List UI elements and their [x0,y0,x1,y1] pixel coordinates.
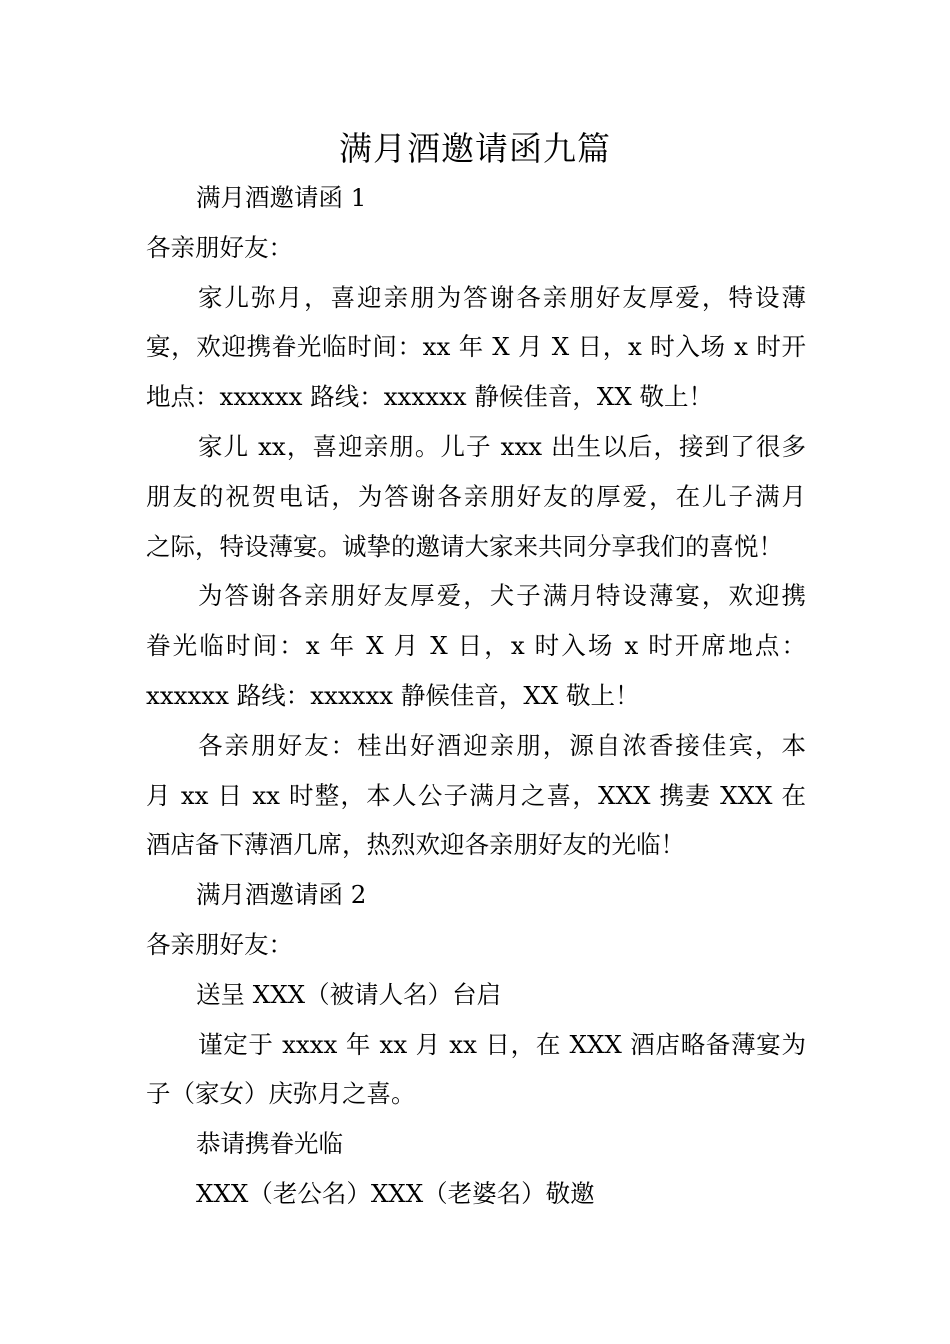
paragraph-line: 谨定于 xxxx 年 xx 月 xx 日，在 XXX 酒店略备薄宴为 [198,1029,806,1059]
paragraph-line: 地点：xxxxxx 路线：xxxxxx 静候佳音，XX 敬上！ [146,382,714,412]
paragraph-line: 家儿弥月，喜迎亲朋为答谢各亲朋好友厚爱，特设薄 [198,282,806,312]
paragraph-line: 月 xx 日 xx 时整，本人公子满月之喜，XXX 携妻 XXX 在 [146,780,806,810]
document-title: 满月酒邀请函九篇 [339,129,611,168]
paragraph-line: 朋友的祝贺电话，为答谢各亲朋好友的厚爱，在儿子满月 [146,481,806,511]
paragraph-line: 为答谢各亲朋好友厚爱，犬子满月特设薄宴，欢迎携 [198,581,806,611]
paragraph-line: xxxxxx 路线：xxxxxx 静候佳音，XX 敬上！ [146,680,640,710]
paragraph-line: 酒店备下薄酒几席，热烈欢迎各亲朋好友的光临！ [146,830,685,860]
paragraph-line: 子（家女）庆弥月之喜。 [146,1079,416,1109]
invitation-request: 恭请携眷光临 [196,1129,343,1159]
document-body [146,173,806,1219]
paragraph-line: 之际，特设薄宴。诚挚的邀请大家来共同分享我们的喜悦！ [146,531,783,561]
section-heading-2: 满月酒邀请函 2 [196,880,367,910]
paragraph-line: 眷光临时间：x 年 X 月 X 日，x 时入场 x 时开席地点： [146,631,806,661]
section-heading-1: 满月酒邀请函 1 [196,183,367,212]
paragraph-line: 宴，欢迎携眷光临时间：xx 年 X 月 X 日，x 时入场 x 时开 [146,332,806,362]
salutation-1: 各亲朋好友： [146,232,293,262]
invitation-signature: XXX（老公名）XXX（老婆名）敬邀 [196,1178,595,1208]
paragraph-line: 家儿 xx，喜迎亲朋。儿子 xxx 出生以后，接到了很多 [198,431,806,461]
paragraph-line: 各亲朋好友：桂出好酒迎亲朋，源自浓香接佳宾，本 [198,730,806,760]
salutation-2: 各亲朋好友： [146,929,293,959]
invitation-addressee: 送呈 XXX（被请人名）台启 [196,979,502,1009]
